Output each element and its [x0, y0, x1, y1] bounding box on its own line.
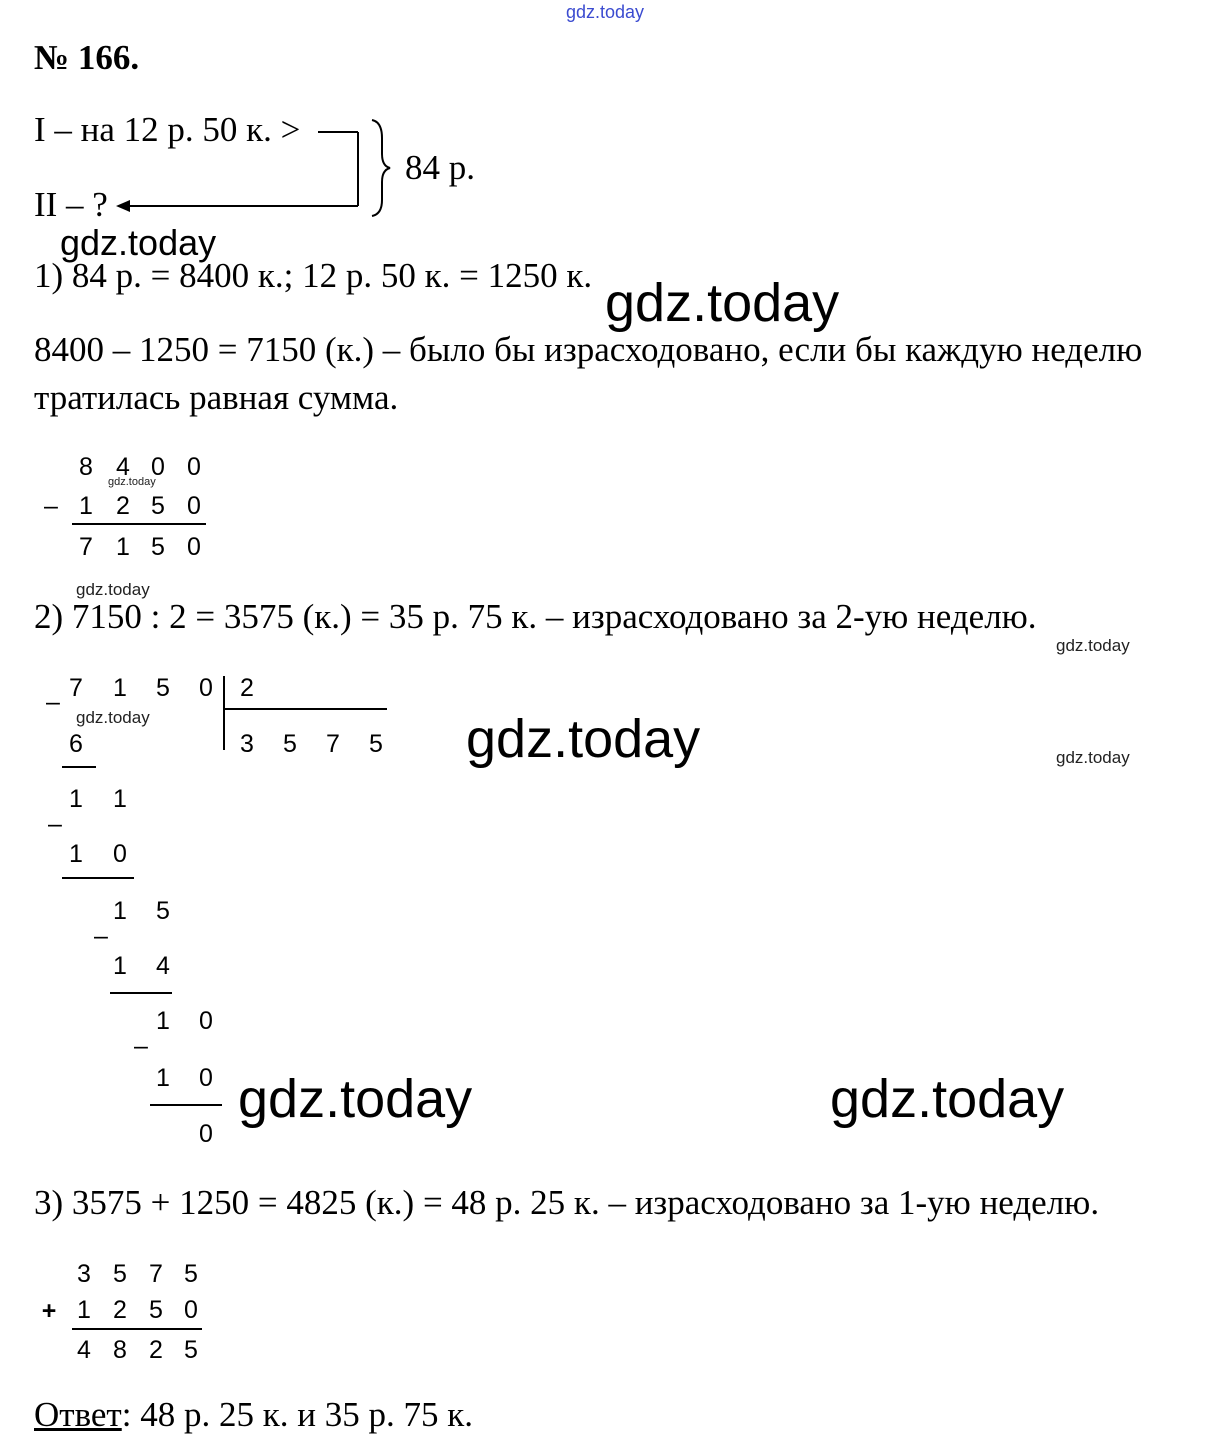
- digit: 0: [113, 840, 127, 868]
- digit: 1: [156, 1064, 170, 1092]
- problem-number: № 166.: [34, 38, 140, 77]
- watermark: gdz.today: [466, 709, 701, 769]
- answer: [34, 1395, 473, 1435]
- digit: 0: [187, 492, 201, 520]
- digit: 0: [187, 533, 201, 561]
- scheme-line-2: II – ?: [34, 185, 108, 224]
- digit: 5: [184, 1260, 198, 1288]
- digit: 2: [116, 492, 130, 520]
- watermark: gdz.today: [605, 273, 840, 333]
- digit: 0: [199, 1120, 213, 1148]
- digit: 1: [113, 674, 127, 702]
- digit: 5: [151, 492, 165, 520]
- digit: 7: [149, 1260, 163, 1288]
- digit: 5: [149, 1296, 163, 1324]
- digit: 0: [199, 1007, 213, 1035]
- divisor-bar: [223, 676, 225, 750]
- digit: 1: [113, 897, 127, 925]
- digit: 1: [156, 1007, 170, 1035]
- digit: 4: [156, 952, 170, 980]
- digit: 5: [283, 730, 297, 758]
- digit: 1: [116, 533, 130, 561]
- answer-label: Ответ: [34, 1395, 122, 1434]
- digit: 7: [79, 533, 93, 561]
- answer-text: : 48 р. 25 к. и 35 р. 75 к.: [121, 1395, 473, 1434]
- digit: 1: [69, 785, 83, 813]
- digit: 7: [69, 674, 83, 702]
- step-3-line: 3) 3575 + 1250 = 4825 (к.) = 48 р. 25 к. – израсходовано за 1-ую неделю.: [34, 1183, 1100, 1222]
- step-line: [110, 992, 172, 994]
- scheme-line-1: I – на 12 р. 50 к. >: [34, 110, 301, 149]
- digit: 4: [116, 453, 130, 481]
- watermark: gdz.today: [1056, 748, 1130, 767]
- scheme-arrow-diagram: [110, 118, 410, 218]
- step-2-line: 2) 7150 : 2 = 3575 (к.) = 35 р. 75 к. – израсходовано за 2-ую неделю.: [34, 597, 1037, 636]
- watermark: gdz.today: [76, 580, 150, 599]
- scheme-total: 84 р.: [405, 148, 475, 187]
- minus-sign: –: [134, 1032, 148, 1060]
- watermark: gdz.today: [76, 708, 150, 727]
- digit: 5: [184, 1336, 198, 1364]
- digit: 0: [199, 1064, 213, 1092]
- digit: 5: [369, 730, 383, 758]
- digit: 1: [113, 785, 127, 813]
- top-watermark: gdz.today: [566, 2, 645, 22]
- operator: +: [41, 1297, 57, 1325]
- minus-sign: –: [48, 810, 62, 838]
- digit: 7: [326, 730, 340, 758]
- digit: 5: [113, 1260, 127, 1288]
- digit: 8: [113, 1336, 127, 1364]
- quotient-line: [225, 708, 387, 710]
- digit: 2: [113, 1296, 127, 1324]
- digit: 4: [77, 1336, 91, 1364]
- result-line: [72, 523, 206, 525]
- digit: 1: [77, 1296, 91, 1324]
- step-1-line: 1) 84 р. = 8400 к.; 12 р. 50 к. = 1250 к.: [34, 256, 593, 295]
- digit: 1: [79, 492, 93, 520]
- watermark: gdz.today: [1056, 636, 1130, 655]
- minus-sign: –: [46, 688, 60, 716]
- step-line: [150, 1104, 222, 1106]
- divisor: 2: [240, 674, 254, 702]
- watermark: gdz.today: [108, 476, 156, 488]
- digit: 0: [187, 453, 201, 481]
- digit: 0: [184, 1296, 198, 1324]
- digit: 3: [77, 1260, 91, 1288]
- minus-sign: –: [94, 922, 108, 950]
- step-line: [62, 877, 134, 879]
- step-1-explanation-2: тратилась равная сумма.: [34, 378, 399, 417]
- digit: 8: [79, 453, 93, 481]
- watermark: gdz.today: [238, 1069, 473, 1129]
- digit: 1: [113, 952, 127, 980]
- digit: 2: [149, 1336, 163, 1364]
- watermark: gdz.today: [60, 222, 217, 263]
- digit: 3: [240, 730, 254, 758]
- digit: 6: [69, 730, 83, 758]
- watermark: gdz.today: [830, 1069, 1065, 1129]
- digit: 5: [156, 674, 170, 702]
- digit: 5: [156, 897, 170, 925]
- digit: 1: [69, 840, 83, 868]
- digit: 0: [199, 674, 213, 702]
- operator: –: [44, 492, 58, 520]
- step-1-explanation-1: 8400 – 1250 = 7150 (к.) – было бы израсходовано, если бы каждую неделю: [34, 330, 1143, 369]
- digit: 5: [151, 533, 165, 561]
- step-line: [62, 766, 96, 768]
- result-line: [72, 1328, 202, 1330]
- digit: 0: [151, 453, 165, 481]
